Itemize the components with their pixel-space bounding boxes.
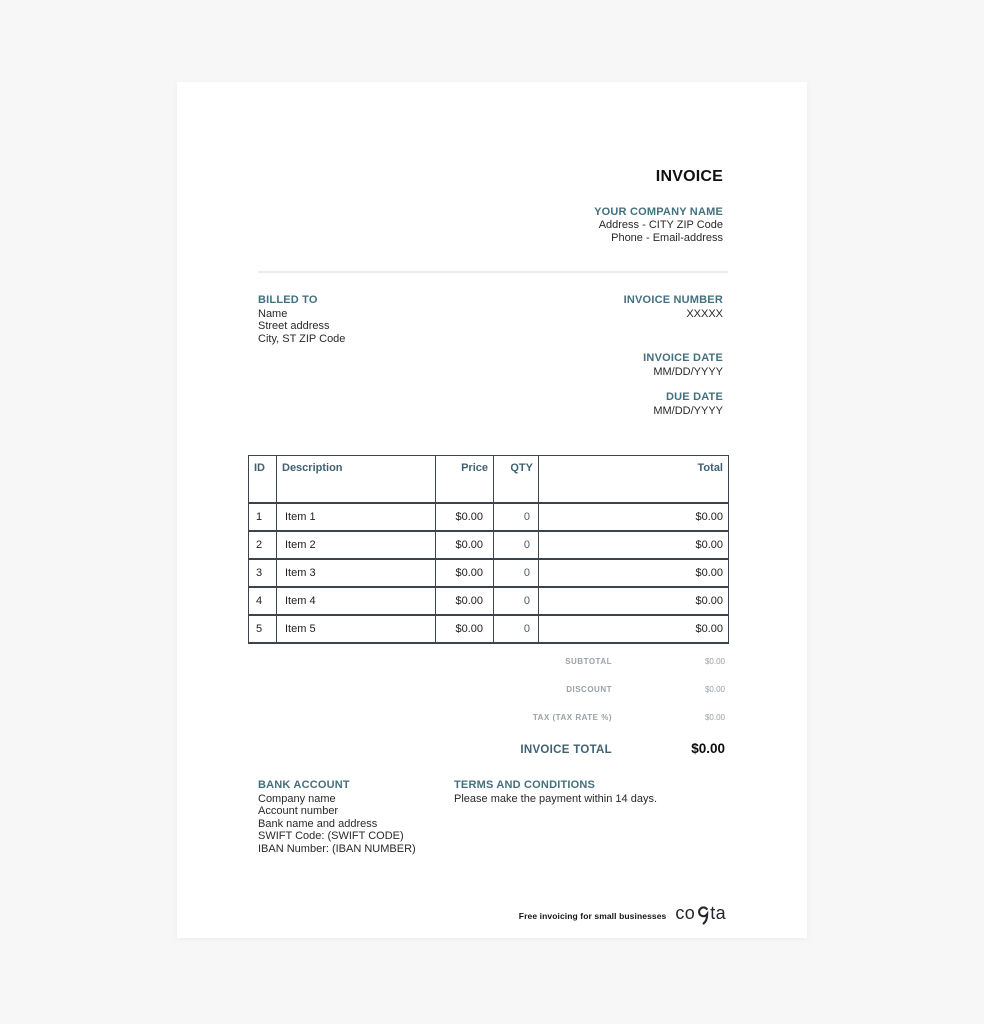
cell-description: Item 2 (277, 531, 436, 559)
cell-qty: 0 (494, 531, 539, 559)
invoice-page (177, 82, 807, 938)
cell-description: Item 4 (277, 587, 436, 615)
bank-name-address: Bank name and address (258, 817, 378, 830)
bank-iban-number: IBAN Number: (IBAN NUMBER) (258, 842, 416, 855)
conta-logo-prefix: co (675, 903, 696, 923)
billed-to-street: Street address (258, 320, 330, 333)
cell-description: Item 3 (277, 559, 436, 587)
discount-row (520, 685, 725, 694)
table-row (249, 559, 729, 587)
company-contact: Phone - Email-address (611, 232, 723, 245)
subtotal-label: SUBTOTAL (565, 657, 612, 666)
conta-logo-n-icon (696, 906, 709, 928)
totals-block (520, 657, 725, 756)
due-date-group (624, 391, 723, 417)
company-block (594, 206, 723, 245)
cell-price: $0.00 (436, 503, 494, 531)
header-price: Price (436, 456, 494, 504)
bank-account-heading: BANK ACCOUNT (258, 779, 350, 791)
footer (519, 904, 726, 928)
cell-price: $0.00 (436, 559, 494, 587)
cell-id: 2 (249, 531, 277, 559)
table-row (249, 587, 729, 615)
header-total: Total (539, 456, 729, 504)
footer-tagline: Free invoicing for small businesses (518, 911, 667, 921)
invoice-meta-block (624, 294, 723, 417)
invoice-date-group (624, 352, 723, 378)
subtotal-row (520, 657, 725, 666)
bank-company-name: Company name (258, 793, 336, 805)
invoice-date-value: MM/DD/YYYY (653, 366, 723, 378)
table-row (249, 503, 729, 531)
cell-total: $0.00 (539, 615, 729, 643)
cell-id: 1 (249, 503, 277, 531)
billed-to-heading: BILLED TO (258, 294, 318, 306)
cell-description: Item 5 (277, 615, 436, 643)
billed-to-block (258, 294, 345, 345)
bank-account-block (258, 779, 416, 855)
invoice-total-label: INVOICE TOTAL (520, 744, 612, 756)
header-id: ID (249, 456, 277, 504)
cell-price: $0.00 (436, 615, 494, 643)
company-name: YOUR COMPANY NAME (594, 206, 723, 218)
cell-total: $0.00 (539, 587, 729, 615)
section-divider (258, 271, 728, 273)
header-qty: QTY (494, 456, 539, 504)
discount-label: DISCOUNT (566, 685, 612, 694)
cell-qty: 0 (494, 587, 539, 615)
billed-to-city: City, ST ZIP Code (258, 332, 346, 345)
cell-total: $0.00 (539, 559, 729, 587)
invoice-number-label: INVOICE NUMBER (623, 294, 723, 306)
cell-qty: 0 (494, 503, 539, 531)
bank-swift-code: SWIFT Code: (SWIFT CODE) (258, 830, 404, 843)
cell-qty: 0 (494, 559, 539, 587)
conta-logo-suffix: ta (710, 903, 726, 923)
terms-heading: TERMS AND CONDITIONS (454, 779, 596, 791)
cell-price: $0.00 (436, 531, 494, 559)
terms-block (454, 779, 657, 805)
subtotal-value: $0.00 (704, 657, 725, 666)
bank-account-number: Account number (258, 805, 339, 818)
table-row (249, 615, 729, 643)
company-address: Address - CITY ZIP Code (598, 219, 723, 231)
billed-to-name: Name (258, 308, 288, 320)
conta-logo (675, 904, 726, 928)
header-description: Description (277, 456, 436, 504)
terms-text: Please make the payment within 14 days. (454, 793, 658, 805)
tax-value: $0.00 (704, 713, 725, 722)
tax-label: TAX (TAX RATE %) (532, 713, 612, 722)
invoice-total-row (520, 741, 725, 756)
invoice-number-value: XXXXX (686, 308, 723, 320)
doc-header (594, 168, 723, 245)
cell-id: 5 (249, 615, 277, 643)
discount-value: $0.00 (704, 685, 725, 694)
invoice-number-group (624, 294, 723, 320)
cell-total: $0.00 (539, 503, 729, 531)
table-row (249, 531, 729, 559)
invoice-date-label: INVOICE DATE (643, 352, 723, 364)
items-table-header-row (249, 456, 729, 504)
cell-id: 4 (249, 587, 277, 615)
cell-price: $0.00 (436, 587, 494, 615)
due-date-label: DUE DATE (665, 391, 723, 403)
page-title: INVOICE (655, 168, 723, 185)
items-table (248, 455, 729, 644)
cell-id: 3 (249, 559, 277, 587)
tax-row (520, 713, 725, 722)
cell-total: $0.00 (539, 531, 729, 559)
due-date-value: MM/DD/YYYY (653, 405, 723, 417)
invoice-total-value: $0.00 (691, 741, 725, 756)
cell-qty: 0 (494, 615, 539, 643)
cell-description: Item 1 (277, 503, 436, 531)
